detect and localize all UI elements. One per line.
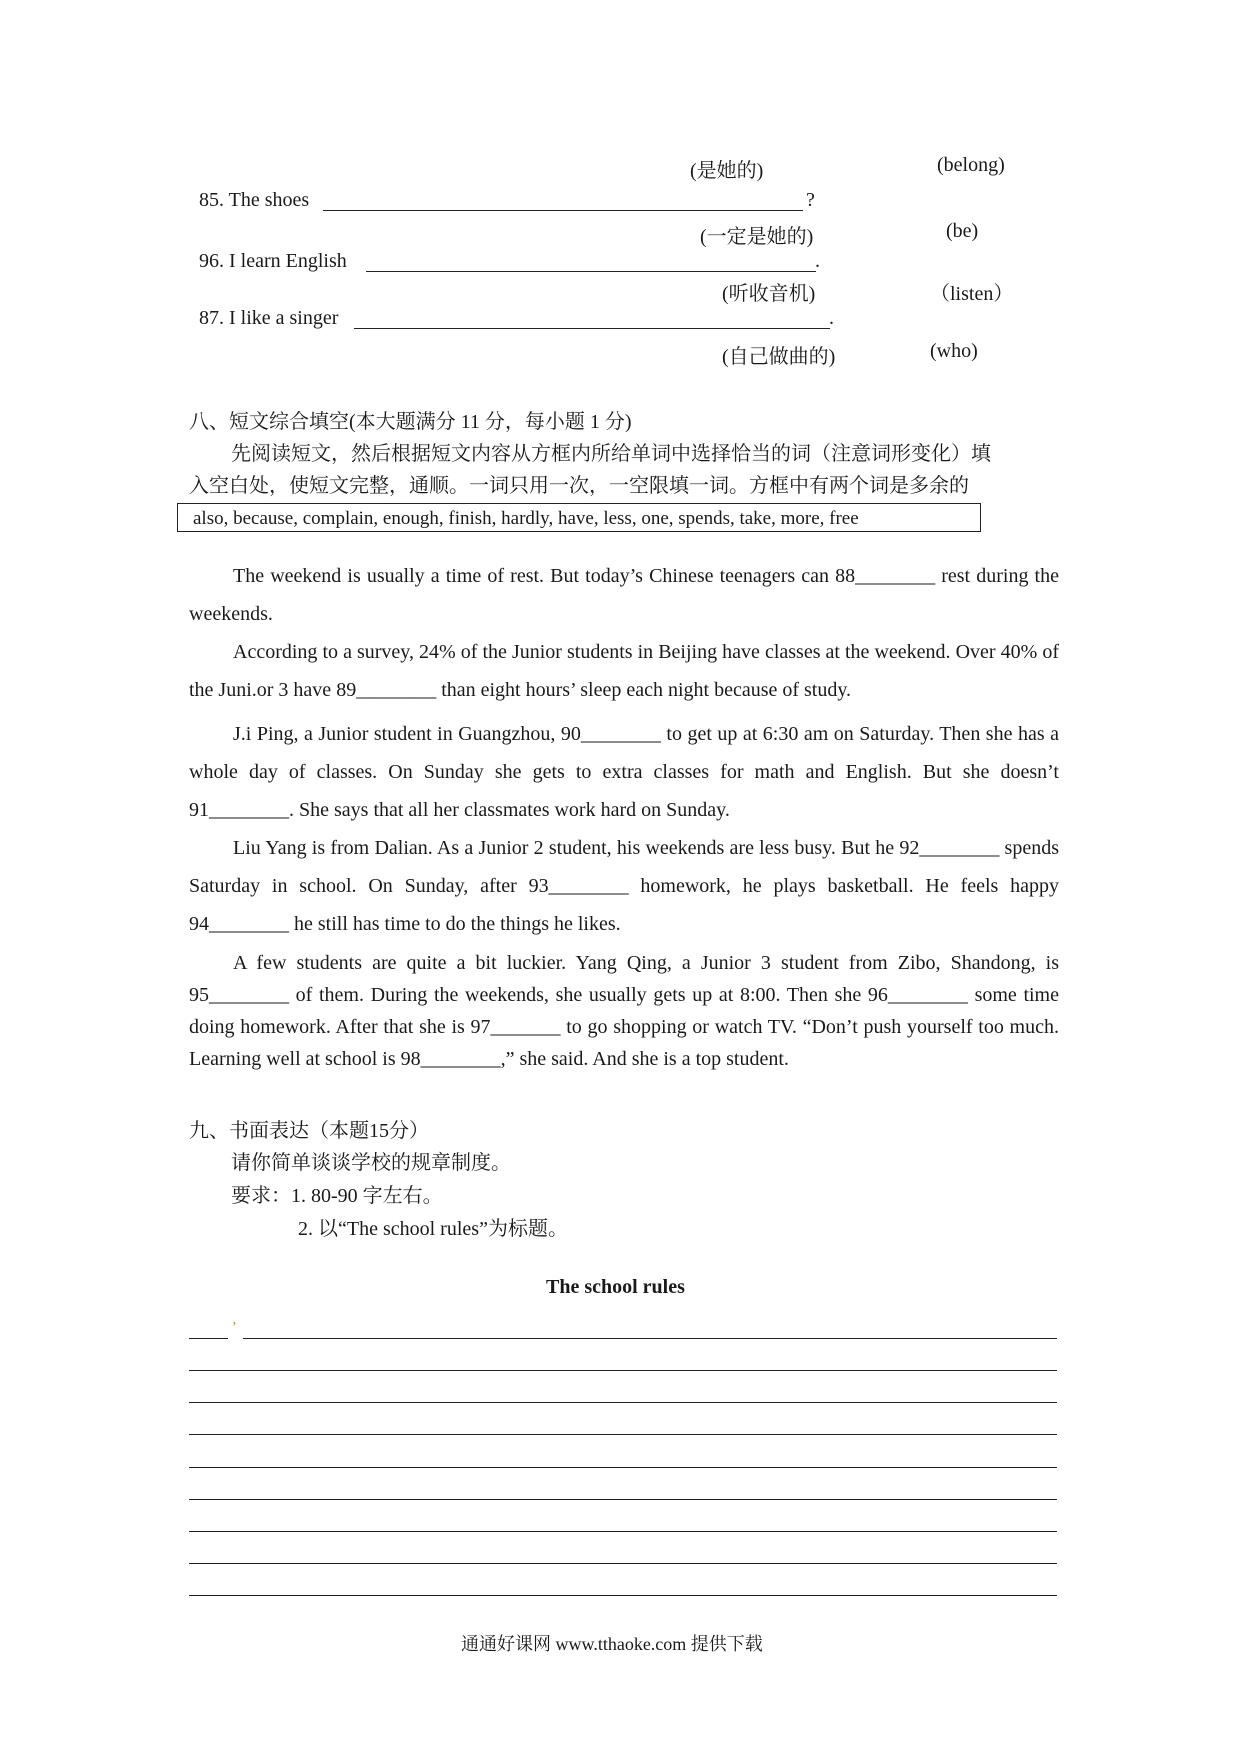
hint-cn-87: (听收音机) [722, 283, 816, 305]
section9-requirement-1: 要求：1. 80-90 字左右。 [231, 1185, 443, 1207]
writing-line-4[interactable] [189, 1434, 1057, 1435]
answer-line-85[interactable] [323, 210, 803, 211]
cloze-paragraph-2: According to a survey, 24% of the Junior students in Beijing have classes at the weekend. Over 40% of the Juni.or 3 have 89________ than eight hours’ sleep each night because of study. [189, 641, 1059, 701]
cloze-passage [189, 557, 1059, 1075]
first-line-mark: ’ [232, 1320, 237, 1335]
hint-en-96: (be) [946, 220, 979, 242]
hint-cn-extra: (自己做曲的) [722, 346, 836, 368]
hint-cn-85: (是她的) [690, 160, 764, 182]
section8-instruction-2: 入空白处，使短文完整，通顺。一词只用一次，一空限填一词。方框中有两个词是多余的 [189, 475, 969, 497]
sentence-96-end: . [815, 250, 820, 272]
cloze-paragraph-1: The weekend is usually a time of rest. But today’s Chinese teenagers can 88________ rest during the weekends. [189, 565, 1059, 625]
sentence-87-start: 87. I like a singer [199, 307, 339, 329]
writing-line-9[interactable] [189, 1595, 1057, 1596]
hint-en-87: （listen） [930, 283, 1014, 305]
writing-line-7[interactable] [189, 1531, 1057, 1532]
writing-line-8[interactable] [189, 1563, 1057, 1564]
hint-cn-96: (一定是她的) [700, 226, 814, 248]
section9-prompt: 请你简单谈谈学校的规章制度。 [231, 1152, 511, 1174]
section8-heading: 八、短文综合填空(本大题满分 11 分，每小题 1 分) [189, 411, 632, 433]
cloze-paragraph-3: J.i Ping, a Junior student in Guangzhou, 90________ to get up at 6:30 am on Saturday. Then she has a whole day of classes. On Sunday she gets to extra classes for math and English. But she doesn’t 91________. She says that all her classmates work hard on Sunday. [189, 723, 1059, 821]
section9-requirement-2: 2. 以“The school rules”为标题。 [298, 1218, 568, 1240]
sentence-96-start: 96. I learn English [199, 250, 347, 272]
hint-en-extra: (who) [930, 340, 978, 362]
writing-line-1a[interactable] [189, 1338, 228, 1339]
sentence-87-end: . [829, 307, 834, 329]
section8-instruction-1: 先阅读短文，然后根据短文内容从方框内所给单词中选择恰当的词（注意词形变化）填 [231, 443, 991, 465]
writing-line-6[interactable] [189, 1499, 1057, 1500]
essay-title: The school rules [546, 1276, 685, 1298]
answer-line-96[interactable] [366, 271, 816, 272]
answer-line-87[interactable] [354, 328, 830, 329]
sentence-85-end: ? [806, 189, 815, 211]
section9-heading: 九、书面表达（本题15分） [189, 1120, 429, 1142]
cloze-paragraph-4: Liu Yang is from Dalian. As a Junior 2 student, his weekends are less busy. But he 92________ spends Saturday in school. On Sunday, after 93________ homework, he plays basketball. He feels happy 94________ he still has time to do the things he likes. [189, 837, 1059, 935]
sentence-85-start: 85. The shoes [199, 189, 310, 211]
cloze-paragraph-5: A few students are quite a bit luckier. Yang Qing, a Junior 3 student from Zibo, Shandong, is 95________ of them. During the weekends, she usually gets up at 8:00. Then she 96________ some time doing homework. After that she is 97_______ to go shopping or watch TV. “Don’t push yourself too much. Learning well at school is 98________,” she said. And she is a top student. [189, 952, 1059, 1070]
writing-line-1[interactable] [243, 1338, 1057, 1339]
writing-line-5[interactable] [189, 1467, 1057, 1468]
word-box: also, because, complain, enough, finish, hardly, have, less, one, spends, take, more, free [177, 503, 981, 532]
page-footer: 通通好课网 www.tthaoke.com 提供下载 [461, 1634, 763, 1654]
writing-line-3[interactable] [189, 1402, 1057, 1403]
hint-en-85: (belong) [937, 154, 1005, 176]
writing-line-2[interactable] [189, 1370, 1057, 1371]
